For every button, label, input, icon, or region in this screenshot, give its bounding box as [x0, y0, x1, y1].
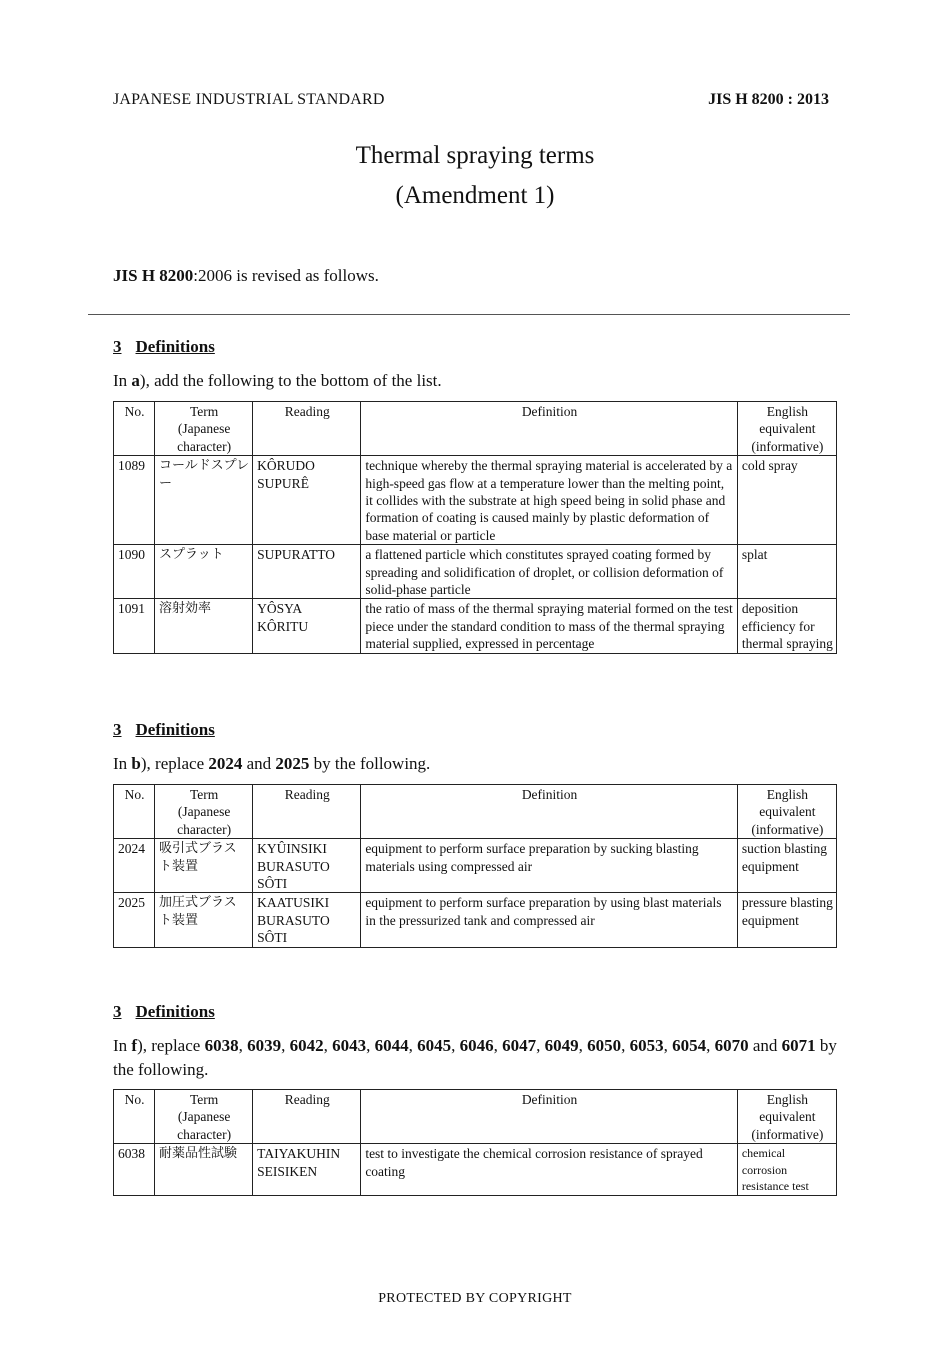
column-header-english: English equivalent (informative): [737, 1090, 836, 1144]
standard-header: JAPANESE INDUSTRIAL STANDARD: [113, 91, 385, 108]
column-header-english: English equivalent (informative): [737, 402, 836, 456]
replaced-number: 6070: [714, 1036, 749, 1055]
term-english: pressure blasting equipment: [737, 893, 836, 947]
replaced-number: 6053: [629, 1036, 664, 1055]
table-header-row: [114, 1090, 837, 1144]
term-english: chemical corrosion resistance test: [737, 1144, 836, 1196]
replaced-number: 6047: [502, 1036, 537, 1055]
section-heading: 3 Definitions: [113, 720, 215, 739]
term-japanese: 加圧式ブラスト装置: [155, 893, 253, 947]
section-heading: 3 Definitions: [113, 337, 215, 356]
term-number: 1091: [114, 599, 155, 653]
term-number: 1089: [114, 456, 155, 545]
column-header-definition: Definition: [361, 785, 738, 839]
section-instruction: In f), replace 6038, 6039, 6042, 6043, 6044, 6045, 6046, 6047, 6049, 6050, 6053, 6054, 6070 and 6071 by the following.: [113, 1036, 837, 1079]
column-header-no: No.: [114, 785, 155, 839]
table-row: [114, 1144, 837, 1196]
column-header-definition: Definition: [361, 1090, 738, 1144]
column-header-term: Term (Japanese character): [155, 1090, 253, 1144]
copyright-footer: PROTECTED BY COPYRIGHT: [378, 1291, 572, 1306]
column-header-reading: Reading: [253, 1090, 361, 1144]
table-header-row: [114, 785, 837, 839]
column-header-definition: Definition: [361, 402, 738, 456]
term-definition: a flattened particle which constitutes sprayed coating formed by spreading and solidification of droplet, or collision deformation of solid-phase particle: [361, 545, 738, 599]
term-reading: KÔRUDO SUPURÊ: [253, 456, 361, 545]
term-definition: equipment to perform surface preparation by sucking blasting materials using compressed air: [361, 839, 738, 893]
replaced-number-list: 6038, 6039, 6042, 6043, 6044, 6045, 6046, 6047, 6049, 6050, 6053, 6054, 6070: [204, 1036, 749, 1055]
term-japanese: 吸引式ブラスト装置: [155, 839, 253, 893]
table-row: [114, 893, 837, 947]
horizontal-rule: [88, 314, 850, 315]
term-japanese: スプラット: [155, 545, 253, 599]
definitions-table: [113, 401, 837, 654]
term-definition: equipment to perform surface preparation by using blast materials in the pressurized tank and compressed air: [361, 893, 738, 947]
term-reading: YÔSYA KÔRITU: [253, 599, 361, 653]
column-header-english: English equivalent (informative): [737, 785, 836, 839]
term-reading: KYÛINSIKI BURASUTO SÔTI: [253, 839, 361, 893]
term-definition: the ratio of mass of the thermal spraying material formed on the test piece under the standard condition to mass of the thermal spraying material supplied, expressed in percentage: [361, 599, 738, 653]
column-header-term: Term (Japanese character): [155, 785, 253, 839]
table-row: [114, 839, 837, 893]
table-header-row: [114, 402, 837, 456]
table-row: [114, 456, 837, 545]
replaced-number: 6050: [587, 1036, 622, 1055]
column-header-reading: Reading: [253, 402, 361, 456]
replaced-number: 6049: [544, 1036, 579, 1055]
document-subtitle: (Amendment 1): [395, 182, 555, 209]
table-row: [114, 545, 837, 599]
term-english: deposition efficiency for thermal spraying: [737, 599, 836, 653]
replaced-number: 6046: [459, 1036, 494, 1055]
table-row: [114, 599, 837, 653]
term-english: splat: [737, 545, 836, 599]
term-definition: test to investigate the chemical corrosion resistance of sprayed coating: [361, 1144, 738, 1196]
column-header-term: Term (Japanese character): [155, 402, 253, 456]
term-number: 1090: [114, 545, 155, 599]
column-header-reading: Reading: [253, 785, 361, 839]
section-instruction: In b), replace 2024 and 2025 by the following.: [113, 754, 431, 773]
term-japanese: 耐薬品性試験: [155, 1144, 253, 1196]
replaced-number: 6043: [332, 1036, 367, 1055]
definitions-table: [113, 1089, 837, 1196]
term-reading: KAATUSIKI BURASUTO SÔTI: [253, 893, 361, 947]
intro-text: [113, 266, 379, 286]
replaced-number: 6042: [289, 1036, 324, 1055]
term-english: cold spray: [737, 456, 836, 545]
section-heading: 3 Definitions: [113, 1002, 215, 1021]
term-japanese: 溶射効率: [155, 599, 253, 653]
replaced-number: 6044: [374, 1036, 409, 1055]
replaced-number: 6054: [672, 1036, 707, 1055]
column-header-no: No.: [114, 402, 155, 456]
term-number: 6038: [114, 1144, 155, 1196]
term-number: 2025: [114, 893, 155, 947]
section-instruction: In a), add the following to the bottom of the list.: [113, 371, 442, 390]
term-reading: TAIYAKUHIN SEISIKEN: [253, 1144, 361, 1196]
definitions-table: [113, 784, 837, 948]
replaced-number: 6038: [204, 1036, 239, 1055]
standard-number: JIS H 8200 : 2013: [708, 91, 829, 108]
intro-rest: :2006 is revised as follows.: [193, 266, 379, 285]
column-header-no: No.: [114, 1090, 155, 1144]
term-number: 2024: [114, 839, 155, 893]
term-reading: SUPURATTO: [253, 545, 361, 599]
term-definition: technique whereby the thermal spraying material is accelerated by a high-speed gas flow at a temperature lower than the melting point, it collides with the substrate at high speed being in solid phase and formation of coating is caused mainly by plastic deformation of base material or particle: [361, 456, 738, 545]
intro-standard: JIS H 8200: [113, 266, 194, 285]
replaced-number: 6045: [417, 1036, 452, 1055]
document-title: Thermal spraying terms: [355, 142, 595, 169]
term-japanese: コールドスプレー: [155, 456, 253, 545]
term-english: suction blasting equipment: [737, 839, 836, 893]
replaced-number: 6039: [247, 1036, 282, 1055]
